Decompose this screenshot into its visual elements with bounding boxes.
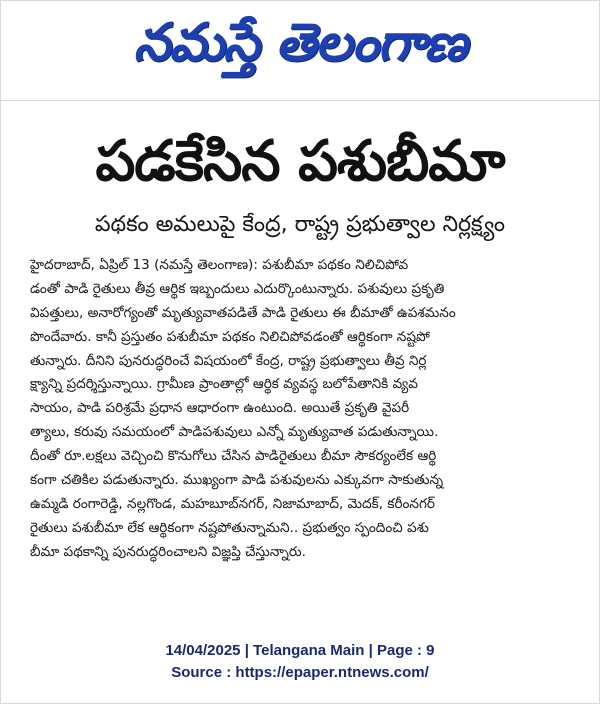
article-body-line: బీమా పథకాన్ని పునరుద్ధరించాలని విజ్ఞప్తి చేస్తున్నారు. [30, 543, 306, 560]
article-body-line: రైతులు పశుబీమా లేక ఆర్థికంగా నష్టపోతున్నామని.. ప్రభుత్వం స్పందించి పశు [30, 519, 429, 536]
masthead [0, 6, 600, 86]
article-body-line: హైదరాబాద్, ఏప్రిల్ 13 (నమస్తే తెలంగాణ): పశుబీమా పథకం నిలిచిపోవ [30, 257, 409, 273]
clipping-footer [0, 640, 600, 684]
edition-info: 14/04/2025 | Telangana Main | Page : 9 [165, 642, 435, 659]
article-body-line: పొందేవారు. కానీ ప్రస్తుతం పశుబీమా పథకం నిలిచిపోవడంతో ఆర్థికంగా నష్టపో [30, 328, 430, 345]
article-body [30, 254, 578, 565]
article-body-line: కంగా చతికిల పడుతున్నారు. ముఖ్యంగా పాడి పశువులను ఎక్కువగా సాకుతున్న [30, 472, 444, 489]
article-body-line: ఉమ్మడి రంగారెడ్డి, నల్లగొండ, మహబూబ్‌నగర్, నిజామాబాద్, మెదక్, కరీంనగర్ [30, 495, 435, 512]
news-clipping [0, 104, 600, 624]
article-headline: పడకేసిన పశుబీమా [95, 129, 505, 194]
article-body-line: దీంతో రూ.లక్షలు వెచ్చించి కొనుగోలు చేసిన పాడిరైతులు బీమా సౌకర్యంలేక ఆర్థి [30, 448, 437, 465]
article-body-line: సాయం, పాడి పరిశ్రమే ప్రధాన ఆధారంగా ఉంటుంది. అయితే ప్రకృతి వైపరీ [30, 400, 410, 417]
article-body-line: క్ష్యాన్ని ప్రదర్శిస్తున్నాయి. గ్రామీణ ప్రాంతాల్లో ఆర్థిక వ్యవస్థ బలోపేతానికి వ్యవ [30, 376, 418, 393]
article-body-line: డంతో పాడి రైతులు తీవ్ర ఆర్థిక ఇబ్బందులు ఎదుర్కొంటున్నారు. పశువులు ప్రకృతి [30, 280, 445, 297]
article-subheadline: పథకం అమలుపై కేంద్ర, రాష్ట్ర ప్రభుత్వాల నిర్లక్ష్యం [94, 212, 506, 237]
article-body-line: త్యాలు, కరువు సమయంలో పాడిపశువులు ఎన్నో మృత్యువాత పడుతున్నాయి. [30, 424, 439, 441]
article-body-line: తున్నారు. దీనిని పునరుద్ధరించే విషయంలో కేంద్ర, రాష్ట్ర ప్రభుత్వాలు తీవ్ర నిర్ల [30, 352, 427, 369]
newspaper-logo: నమస్తే తెలంగాణ [133, 13, 467, 73]
source-link[interactable]: Source : https://epaper.ntnews.com/ [171, 664, 429, 681]
article-body-line: విపత్తులు, అనారోగ్యంతో మృత్యువాతపడితే పాడి రైతులు ఈ బీమాతో ఉపశమనం [30, 304, 456, 321]
